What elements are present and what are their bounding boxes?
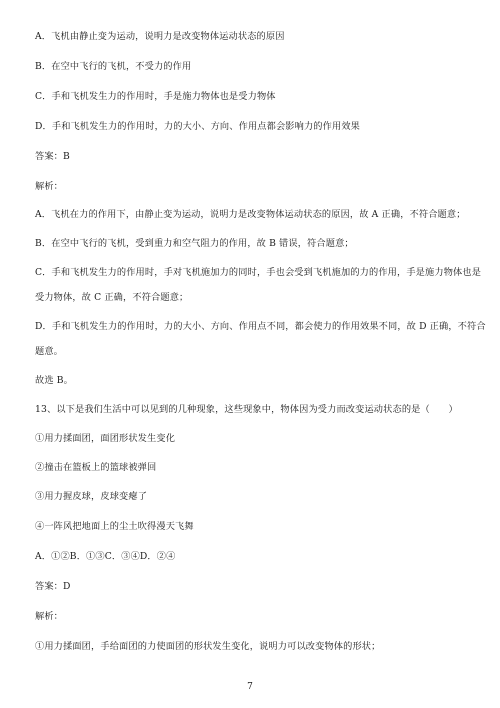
q12-option-b: B．在空中飞行的飞机，不受力的作用 bbox=[35, 61, 192, 72]
q13-stem: 13、以下是我们生活中可以见到的几种现象，这些现象中，物体因为受力而改变运动状态的是（ ） bbox=[35, 404, 458, 415]
q12-answer: 答案：B bbox=[35, 151, 70, 162]
page-number: 7 bbox=[247, 682, 253, 692]
q12-analysis-a: A．飞机在力的作用下，由静止变为运动，说明力是改变物体运动状态的原因，故 A 正确，不符合题意； bbox=[35, 209, 466, 220]
q12-analysis-c-line2: 受力物体，故 C 正确，不符合题意； bbox=[35, 292, 189, 303]
q12-option-d: D．手和飞机发生力的作用时，力的大小、方向、作用点都会影响力的作用效果 bbox=[35, 121, 360, 132]
q13-item-3: ③用力握皮球，皮球变瘪了 bbox=[35, 491, 148, 502]
q12-analysis-b: B．在空中飞行的飞机，受到重力和空气阻力的作用，故 B 错误，符合题意； bbox=[35, 238, 354, 249]
q12-analysis-c-line1: C．手和飞机发生力的作用时，手对飞机施加力的同时，手也会受到飞机施加的力的作用，手是施力物体也是 bbox=[35, 267, 482, 278]
q13-item-1: ①用力揉面团，面团形状发生变化 bbox=[35, 433, 176, 444]
q13-item-4: ④一阵风把地面上的尘土吹得漫天飞舞 bbox=[35, 521, 194, 532]
q13-item-2: ②撞击在篮板上的篮球被弹回 bbox=[35, 462, 157, 473]
q12-option-c: C．手和飞机发生力的作用时，手是施力物体也是受力物体 bbox=[35, 91, 276, 102]
q12-option-a: A．飞机由静止变为运动，说明力是改变物体运动状态的原因 bbox=[35, 31, 285, 42]
q12-analysis-d-line1: D．手和飞机发生力的作用时，力的大小、方向、作用点不同，都会使力的作用效果不同，故 D 正确，不符合 bbox=[35, 321, 486, 332]
q12-conclusion: 故选 B。 bbox=[35, 375, 73, 386]
q12-analysis-d-line2: 题意。 bbox=[35, 346, 64, 357]
q13-analysis-1: ①用力揉面团，手给面团的力使面团的形状发生变化，说明力可以改变物体的形状； bbox=[35, 641, 381, 652]
q12-analysis-label: 解析： bbox=[35, 181, 64, 192]
q13-choices: A．①②B．①③C．③④D．②④ bbox=[35, 551, 176, 562]
q13-analysis-label: 解析： bbox=[35, 611, 64, 622]
q13-answer: 答案：D bbox=[35, 581, 71, 592]
